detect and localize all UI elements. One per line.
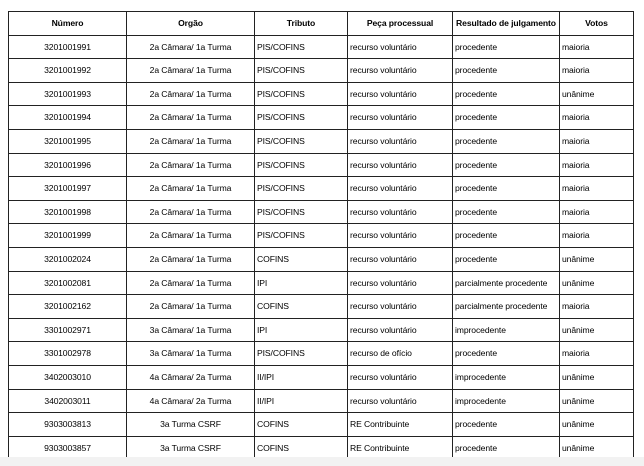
orgao-cell: 3a Câmara/ 1a Turma [127,318,255,342]
numero-cell: 3201001998 [9,200,127,224]
orgao-cell: 4a Câmara/ 2a Turma [127,389,255,413]
peca-processual-cell: recurso voluntário [348,295,453,319]
tributo-cell: PIS/COFINS [255,82,348,106]
resultado-cell: procedente [453,82,560,106]
resultado-cell: procedente [453,35,560,59]
orgao-cell: 2a Câmara/ 1a Turma [127,82,255,106]
numero-cell: 9303003813 [9,413,127,437]
header-numero: Número [9,12,127,36]
resultado-cell: procedente [453,436,560,460]
peca-processual-cell: recurso voluntário [348,365,453,389]
tributo-cell: COFINS [255,295,348,319]
resultado-cell: procedente [453,224,560,248]
votos-cell: maioria [560,342,634,366]
table-header-row [9,12,634,36]
resultado-cell: procedente [453,200,560,224]
resultado-cell: improcedente [453,318,560,342]
table-row [9,35,634,59]
table-row [9,200,634,224]
votos-cell: unânime [560,318,634,342]
numero-cell: 3201002081 [9,271,127,295]
peca-processual-cell: recurso voluntário [348,224,453,248]
orgao-cell: 2a Câmara/ 1a Turma [127,153,255,177]
peca-processual-cell: recurso voluntário [348,35,453,59]
resultado-cell: improcedente [453,365,560,389]
numero-cell: 3201001997 [9,177,127,201]
votos-cell: unânime [560,365,634,389]
table-row [9,365,634,389]
orgao-cell: 2a Câmara/ 1a Turma [127,271,255,295]
peca-processual-cell: recurso voluntário [348,247,453,271]
orgao-cell: 2a Câmara/ 1a Turma [127,129,255,153]
tributo-cell: PIS/COFINS [255,342,348,366]
numero-cell: 3201001999 [9,224,127,248]
resultado-cell: procedente [453,413,560,437]
votos-cell: maioria [560,295,634,319]
resultado-cell: procedente [453,153,560,177]
votos-cell: unânime [560,436,634,460]
peca-processual-cell: recurso voluntário [348,153,453,177]
numero-cell: 3201001994 [9,106,127,130]
numero-cell: 3201001991 [9,35,127,59]
table-row [9,153,634,177]
header-tributo: Tributo [255,12,348,36]
tributo-cell: PIS/COFINS [255,177,348,201]
orgao-cell: 3a Câmara/ 1a Turma [127,342,255,366]
judgment-table [8,11,634,460]
tributo-cell: II/IPI [255,389,348,413]
table-row [9,82,634,106]
table-row [9,177,634,201]
peca-processual-cell: recurso voluntário [348,177,453,201]
resultado-cell: parcialmente procedente [453,271,560,295]
orgao-cell: 2a Câmara/ 1a Turma [127,59,255,83]
orgao-cell: 2a Câmara/ 1a Turma [127,106,255,130]
tributo-cell: PIS/COFINS [255,35,348,59]
tributo-cell: PIS/COFINS [255,200,348,224]
numero-cell: 9303003857 [9,436,127,460]
peca-processual-cell: recurso voluntário [348,82,453,106]
votos-cell: maioria [560,35,634,59]
orgao-cell: 2a Câmara/ 1a Turma [127,35,255,59]
orgao-cell: 2a Câmara/ 1a Turma [127,224,255,248]
peca-processual-cell: recurso voluntário [348,129,453,153]
resultado-cell: procedente [453,59,560,83]
table-row [9,295,634,319]
resultado-cell: parcialmente procedente [453,295,560,319]
resultado-cell: procedente [453,247,560,271]
votos-cell: maioria [560,59,634,83]
numero-cell: 3402003011 [9,389,127,413]
judgment-table-container [8,11,633,460]
tributo-cell: PIS/COFINS [255,224,348,248]
numero-cell: 3201002162 [9,295,127,319]
peca-processual-cell: recurso voluntário [348,389,453,413]
tributo-cell: COFINS [255,436,348,460]
tributo-cell: II/IPI [255,365,348,389]
votos-cell: unânime [560,413,634,437]
numero-cell: 3402003010 [9,365,127,389]
tributo-cell: IPI [255,318,348,342]
votos-cell: unânime [560,82,634,106]
header-orgao: Orgão [127,12,255,36]
header-resultado-julgamento: Resultado de julgamento [453,12,560,36]
numero-cell: 3201001995 [9,129,127,153]
table-row [9,59,634,83]
peca-processual-cell: recurso voluntário [348,271,453,295]
tributo-cell: PIS/COFINS [255,59,348,83]
peca-processual-cell: RE Contribuinte [348,436,453,460]
orgao-cell: 2a Câmara/ 1a Turma [127,295,255,319]
resultado-cell: procedente [453,177,560,201]
resultado-cell: procedente [453,106,560,130]
table-row [9,342,634,366]
header-votos: Votos [560,12,634,36]
votos-cell: maioria [560,224,634,248]
tributo-cell: PIS/COFINS [255,106,348,130]
table-body [9,35,634,460]
orgao-cell: 2a Câmara/ 1a Turma [127,177,255,201]
resultado-cell: procedente [453,129,560,153]
numero-cell: 3301002978 [9,342,127,366]
table-row [9,247,634,271]
votos-cell: unânime [560,247,634,271]
table-row [9,129,634,153]
votos-cell: maioria [560,200,634,224]
resultado-cell: procedente [453,342,560,366]
numero-cell: 3201001992 [9,59,127,83]
table-row [9,106,634,130]
orgao-cell: 2a Câmara/ 1a Turma [127,200,255,224]
header-peca-processual: Peça processual [348,12,453,36]
orgao-cell: 4a Câmara/ 2a Turma [127,365,255,389]
peca-processual-cell: recurso de ofício [348,342,453,366]
table-row [9,413,634,437]
resultado-cell: improcedente [453,389,560,413]
page-bottom-band [0,457,644,466]
votos-cell: maioria [560,129,634,153]
table-row [9,389,634,413]
tributo-cell: IPI [255,271,348,295]
table-row [9,318,634,342]
orgao-cell: 2a Câmara/ 1a Turma [127,247,255,271]
numero-cell: 3201001996 [9,153,127,177]
orgao-cell: 3a Turma CSRF [127,413,255,437]
votos-cell: unânime [560,271,634,295]
peca-processual-cell: recurso voluntário [348,59,453,83]
peca-processual-cell: recurso voluntário [348,200,453,224]
orgao-cell: 3a Turma CSRF [127,436,255,460]
tributo-cell: COFINS [255,247,348,271]
votos-cell: unânime [560,389,634,413]
peca-processual-cell: RE Contribuinte [348,413,453,437]
table-row [9,271,634,295]
numero-cell: 3201001993 [9,82,127,106]
votos-cell: maioria [560,153,634,177]
peca-processual-cell: recurso voluntário [348,106,453,130]
numero-cell: 3201002024 [9,247,127,271]
tributo-cell: COFINS [255,413,348,437]
votos-cell: maioria [560,106,634,130]
votos-cell: maioria [560,177,634,201]
peca-processual-cell: recurso voluntário [348,318,453,342]
tributo-cell: PIS/COFINS [255,129,348,153]
numero-cell: 3301002971 [9,318,127,342]
tributo-cell: PIS/COFINS [255,153,348,177]
table-row [9,224,634,248]
